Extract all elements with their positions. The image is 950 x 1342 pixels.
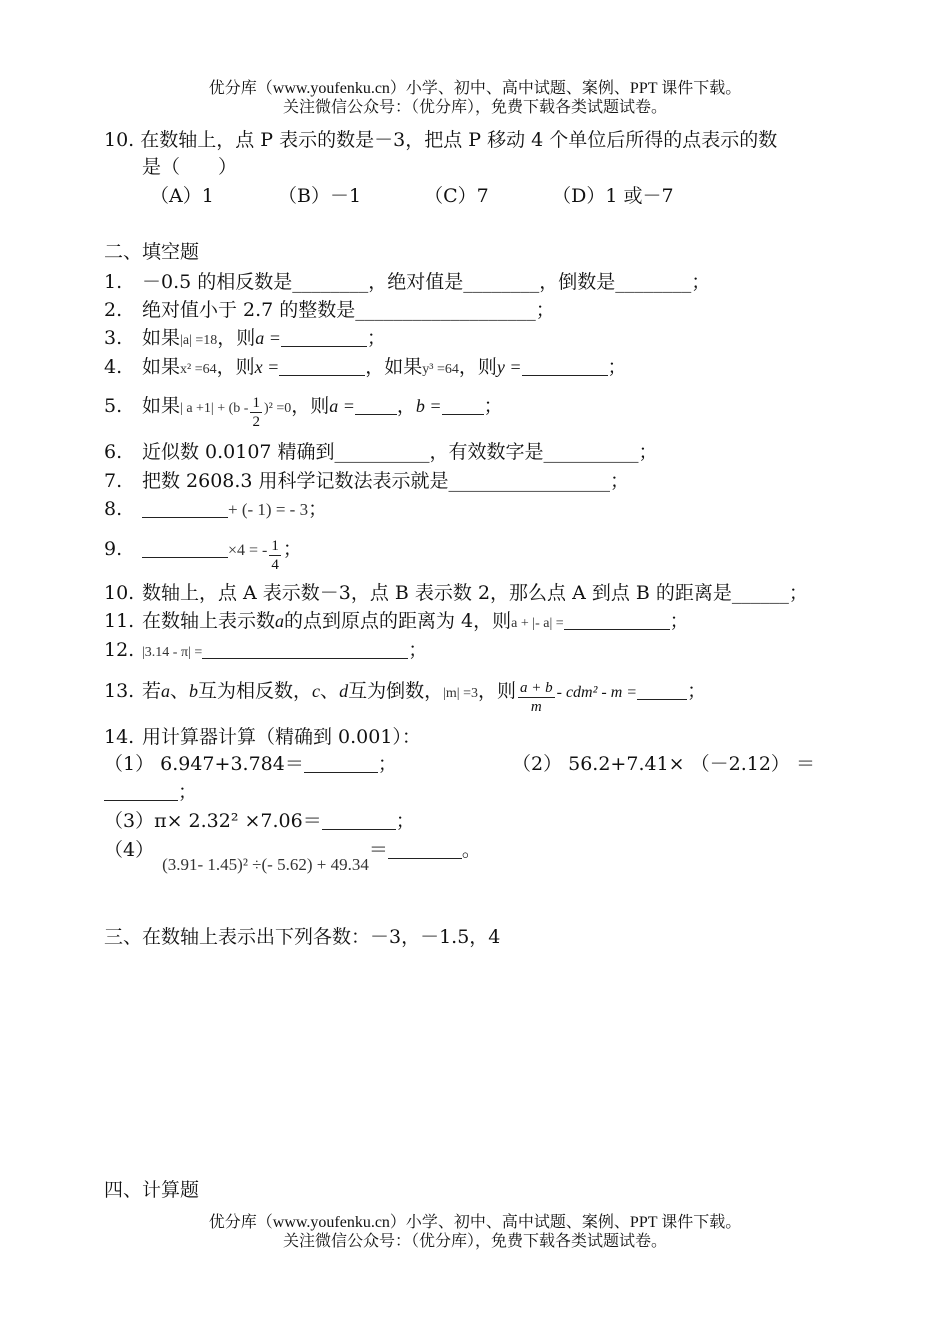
math-variable: a [275,611,285,631]
item-text: 如果 [142,395,181,417]
math-expression: |m| =3 [443,686,478,701]
math-expression: x² =64 [180,362,217,377]
item-text: ， [396,395,416,417]
item-number: 14. [104,726,135,748]
item-number: 10. [104,582,135,604]
fill-item-4 [104,355,627,382]
page-header-line-2: 关注微信公众号：（优分库），免费下载各类试题试卷。 [282,99,667,116]
q10-stem-line-1: 10. 在数轴上，点 P 表示的数是－3，把点 P 移动 4 个单位后所得的点表示的数 [104,129,778,151]
answer-blank[interactable] [279,357,365,376]
fraction [250,394,262,431]
math-variable: d [339,681,349,701]
item-text: （1） 6.947+3.784＝ [104,753,304,775]
math-expression: y³ =64 [422,362,459,377]
fill-item-7 [104,469,629,493]
section-2-title: 二、填空题 [104,241,200,263]
answer-blank[interactable] [522,357,608,376]
math-expression: ×4 = - [228,542,268,559]
item-number: 8. [104,498,123,520]
q10-options [150,184,674,208]
fill-item-8 [104,497,327,522]
math-variable: b [189,681,199,701]
item-text: 近似数 0.0107 精确到__________，有效数字是__________； [142,441,658,463]
fill-item-10 [104,581,808,605]
item-text: 把数 2608.3 用科学记数法表示就是_________________； [142,470,630,492]
math-variable: b = [415,396,442,416]
fraction-numerator: 1 [252,395,260,411]
item-text: ； [408,639,428,661]
item-text: 的点到原点的距离为 4，则 [284,610,512,632]
item-number: 12. [104,639,135,661]
page-header-line-1: 优分库（www.youfenku.cn）小学、初中、高中试题、案例、PPT 课件下载。 [208,80,742,97]
fill-item-12 [104,638,427,665]
answer-blank[interactable] [564,611,670,630]
item-number: 9. [104,538,123,560]
fraction-denominator: 4 [271,557,279,573]
math-variable: c [312,681,321,701]
answer-blank[interactable] [322,811,396,830]
fraction-numerator: 1 [271,538,279,554]
answer-blank[interactable] [442,396,484,415]
item-text: 如果 [142,356,181,378]
math-expression: π× 2.32² ×7.06＝ [154,810,322,832]
math-expression: (3.91- 1.45)² ÷(- 5.62) + 49.34 [162,855,369,874]
item-number: 7. [104,470,123,492]
option-c: （C）7 [424,185,489,207]
math-expression: - cdm² - m = [556,684,638,701]
answer-blank[interactable] [142,539,228,558]
fraction [269,537,281,574]
item-text: ； [282,538,302,560]
item-text: 、 [170,680,190,702]
calc-3 [104,809,415,833]
item-text: ； [669,610,689,632]
item-text: 若 [142,680,162,702]
math-expression: |a| =18 [180,333,218,348]
calc-2 [512,752,815,776]
answer-blank[interactable] [281,328,367,347]
item-text: ； [687,680,707,702]
math-expression: + (- 1) = - 3 [228,500,309,519]
item-text: ； [483,395,503,417]
answer-blank[interactable] [304,754,378,773]
option-d: （D）1 或－7 [552,185,674,207]
fill-item-3 [104,326,386,353]
item-text: 数轴上，点 A 表示数－3，点 B 表示数 2，那么点 A 到点 B 的距离是______； [142,582,808,604]
page-footer-line-2: 关注微信公众号：（优分库），免费下载各类试题试卷。 [282,1233,667,1250]
fill-item-2 [104,298,555,322]
math-variable: a [161,681,171,701]
item-text: ，则 [217,327,256,349]
item-text: ； [377,753,397,775]
item-text: ，则 [477,680,516,702]
item-text: 在数轴上表示数 [142,610,276,632]
math-variable: a = [329,396,355,416]
answer-blank[interactable] [142,499,228,518]
item-number: 5. [104,395,123,417]
fill-item-5 [104,394,503,431]
math-expression: a + |- a| = [511,616,564,631]
fill-item-9 [104,537,302,574]
item-text: ，如果 [365,356,423,378]
item-text: ； [308,498,328,520]
math-expression: |3.14 - π| = [142,645,203,660]
option-a: （A）1 [150,185,214,207]
fill-item-1 [104,270,710,294]
section-3-title: 三、在数轴上表示出下列各数：－3，－1.5，4 [104,926,501,948]
math-variable: x = [254,357,280,377]
item-text: 互为倒数， [348,680,444,702]
answer-blank[interactable] [355,396,397,415]
fraction-denominator: 2 [252,414,260,430]
item-text: 如果 [142,327,181,349]
answer-blank[interactable] [637,681,687,700]
item-text: ＝ [368,839,388,861]
item-text: ； [178,781,198,803]
math-expression: | a +1| + (b - [180,401,249,416]
item-text: ； [607,356,627,378]
fraction-numerator: a + b [519,680,553,696]
item-text: （2） 56.2+7.41× （－2.12） ＝ [512,753,815,775]
item-text: －0.5 的相反数是________，绝对值是________，倒数是________； [142,271,711,293]
calc-1 [104,752,397,776]
fraction-denominator: m [530,699,542,715]
item-text: ； [395,810,415,832]
fill-item-13 [104,679,706,716]
option-b: （B）－1 [278,185,362,207]
item-number: 3. [104,327,123,349]
item-text: （4） [104,839,155,861]
answer-blank[interactable] [202,640,408,659]
item-number: 2. [104,299,123,321]
item-text: （3） [104,810,155,832]
item-number: 6. [104,441,123,463]
fraction [518,679,555,716]
answer-blank[interactable] [388,840,462,859]
math-expression: )² =0 [263,401,292,416]
item-text: ，则 [216,356,255,378]
fill-item-14 [104,725,421,749]
page-footer-line-1: 优分库（www.youfenku.cn）小学、初中、高中试题、案例、PPT 课件下载。 [208,1214,742,1231]
calc-2-continued [104,780,197,804]
answer-blank[interactable] [104,782,178,801]
item-text: 。 [461,839,481,861]
item-number: 11. [104,610,135,632]
item-text: ； [366,327,386,349]
item-text: ，则 [291,395,330,417]
item-text: ，则 [458,356,497,378]
item-number: 13. [104,680,135,702]
section-4-title: 四、计算题 [104,1179,200,1201]
calc-4 [104,838,481,874]
q10-stem-line-2: 是（ ） [142,156,238,178]
item-text: 用计算器计算（精确到 0.001）： [142,726,421,748]
math-variable: y = [496,357,522,377]
item-number: 4. [104,356,123,378]
item-number: 1. [104,271,123,293]
item-text: 互为相反数， [198,680,313,702]
fill-item-11 [104,609,689,636]
item-text: 绝对值小于 2.7 的整数是___________________； [142,299,555,321]
fill-item-6 [104,440,658,464]
item-text: 、 [320,680,340,702]
math-variable: a = [255,328,281,348]
